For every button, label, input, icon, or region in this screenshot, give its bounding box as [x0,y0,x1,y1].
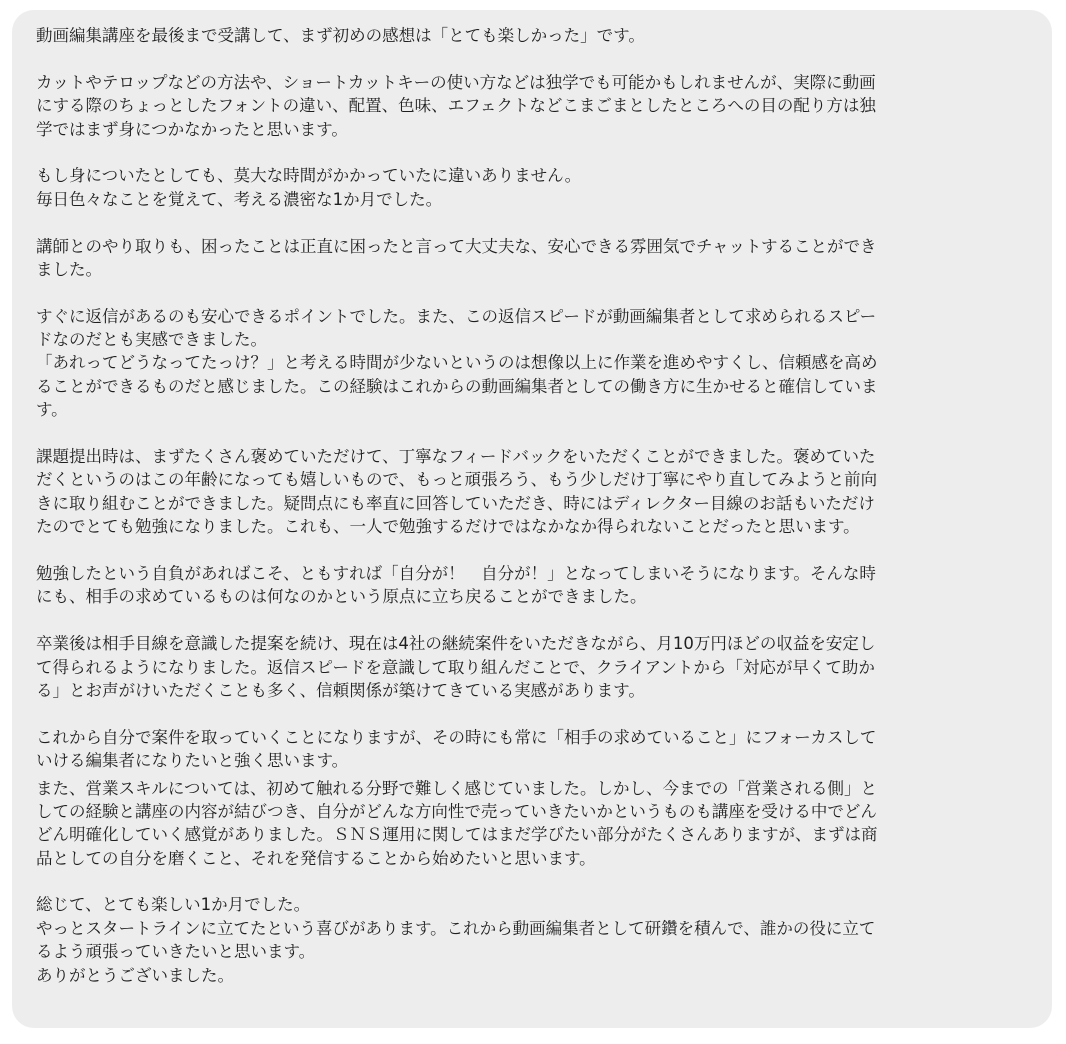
message-line: これから自分で案件を取っていくことになりますが、その時にも常に「相手の求めていること」にフォーカスして [36,727,877,747]
message-paragraph [36,726,1026,773]
message-line: だくというのはこの年齢になっても嬉しいもので、もっと頑張ろう、もう少しだけ丁寧にやり直してみようと前向 [36,470,878,490]
message-line: どん明確化していく感覚がありました。ＳＮＳ運用に関してはまだ学びたい部分がたくさんありますが、まずは商 [36,825,878,845]
message-line: ました。 [36,259,102,279]
message-line: 課題提出時は、まずたくさん褒めていただけて、丁寧なフィードバックをいただくことができました。褒めていた [36,447,876,467]
message-line: しての経験と講座の内容が結びつき、自分がどんな方向性で売っていきたいかというものも講座を受ける中でどん [36,801,877,821]
message-line: る」とお声がけいただくことも多く、信頼関係が築けてきている実感があります。 [36,680,645,700]
message-line: 勉強したという自負があればこそ、ともすれば「自分が！ 自分が！」となってしまいそうになります。そんな時 [36,563,876,583]
message-line: 卒業後は相手目線を意識した提案を続け、現在は4社の継続案件をいただきながら、月10万円ほどの収益を安定し [36,634,876,654]
message-line: いける編集者になりたいと強く思います。 [36,751,349,771]
message-line: す。 [36,400,68,420]
message-line: たのでとても勉強になりました。これも、一人で勉強するだけではなかなか得られないことだったと思います。 [36,517,860,537]
message-line: にも、相手の求めているものは何なのかという原点に立ち戻ることができました。 [36,587,647,607]
message-line: また、営業スキルについては、初めて触れる分野で難しく感じていました。しかし、今までの「営業される側」と [36,778,878,798]
message-line: 毎日色々なことを覚えて、考える濃密な1か月でした。 [36,189,443,209]
message-line: 品としての自分を磨くこと、それを発信することから始めたいと思います。 [36,848,596,868]
message-line: ドなのだとも実感できました。 [36,330,267,350]
message-paragraph [36,777,1026,871]
message-paragraph [36,71,1026,141]
message-line: 学ではまず身につかなかったと思います。 [36,119,348,139]
message-paragraph [36,562,1026,609]
message-line: やっとスタートラインに立てたという喜びがあります。これから動画編集者として研鑽を積んで、誰かの役に立て [36,918,876,938]
message-line: 「あれってどうなってたっけ？」と考える時間が少ないというのは想像以上に作業を進めやすくし、信頼感を高め [36,353,878,373]
message-line: きに取り組むことができました。疑問点にも率直に回答していただき、時にはディレクター目線のお話もいただけ [36,493,875,513]
message-line: ることができるものだと感じました。この経験はこれからの動画編集者としての働き方に生かせると確信していま [36,376,878,396]
message-line: にする際のちょっとしたフォントの違い、配置、色味、エフェクトなどこまごまとしたところへの目の配り方は独 [36,96,876,116]
message-line: て得られるようになりました。返信スピードを意識して取り組んだことで、クライアントから「対応が早くて助か [36,657,875,677]
message-paragraph [36,445,1026,539]
message-line: もし身についたとしても、莫大な時間がかかっていたに違いありません。 [36,166,582,186]
message-line: 総じて、とても楽しい1か月でした。 [36,895,311,915]
message-line: るよう頑張っていきたいと思います。 [36,942,316,962]
message-line: 講師とのやり取りも、困ったことは正直に困ったと言って大丈夫な、安心できる雰囲気でチャットすることができ [36,236,877,256]
message-paragraph [36,24,1026,47]
message-paragraph [36,305,1026,422]
message-paragraph [36,632,1026,702]
message-bubble [12,10,1052,1028]
message-line: カットやテロップなどの方法や、ショートカットキーの使い方などは独学でも可能かもしれませんが、実際に動画 [36,72,876,92]
message-paragraph [36,164,1026,211]
message-paragraph [36,893,1026,987]
message-line: 動画編集講座を最後まで受講して、まず初めの感想は「とても楽しかった」です。 [36,26,645,45]
message-paragraph [36,235,1026,282]
message-line: すぐに返信があるのも安心できるポイントでした。また、この返信スピードが動画編集者として求められるスピー [36,306,877,326]
message-line: ありがとうございました。 [36,965,234,985]
